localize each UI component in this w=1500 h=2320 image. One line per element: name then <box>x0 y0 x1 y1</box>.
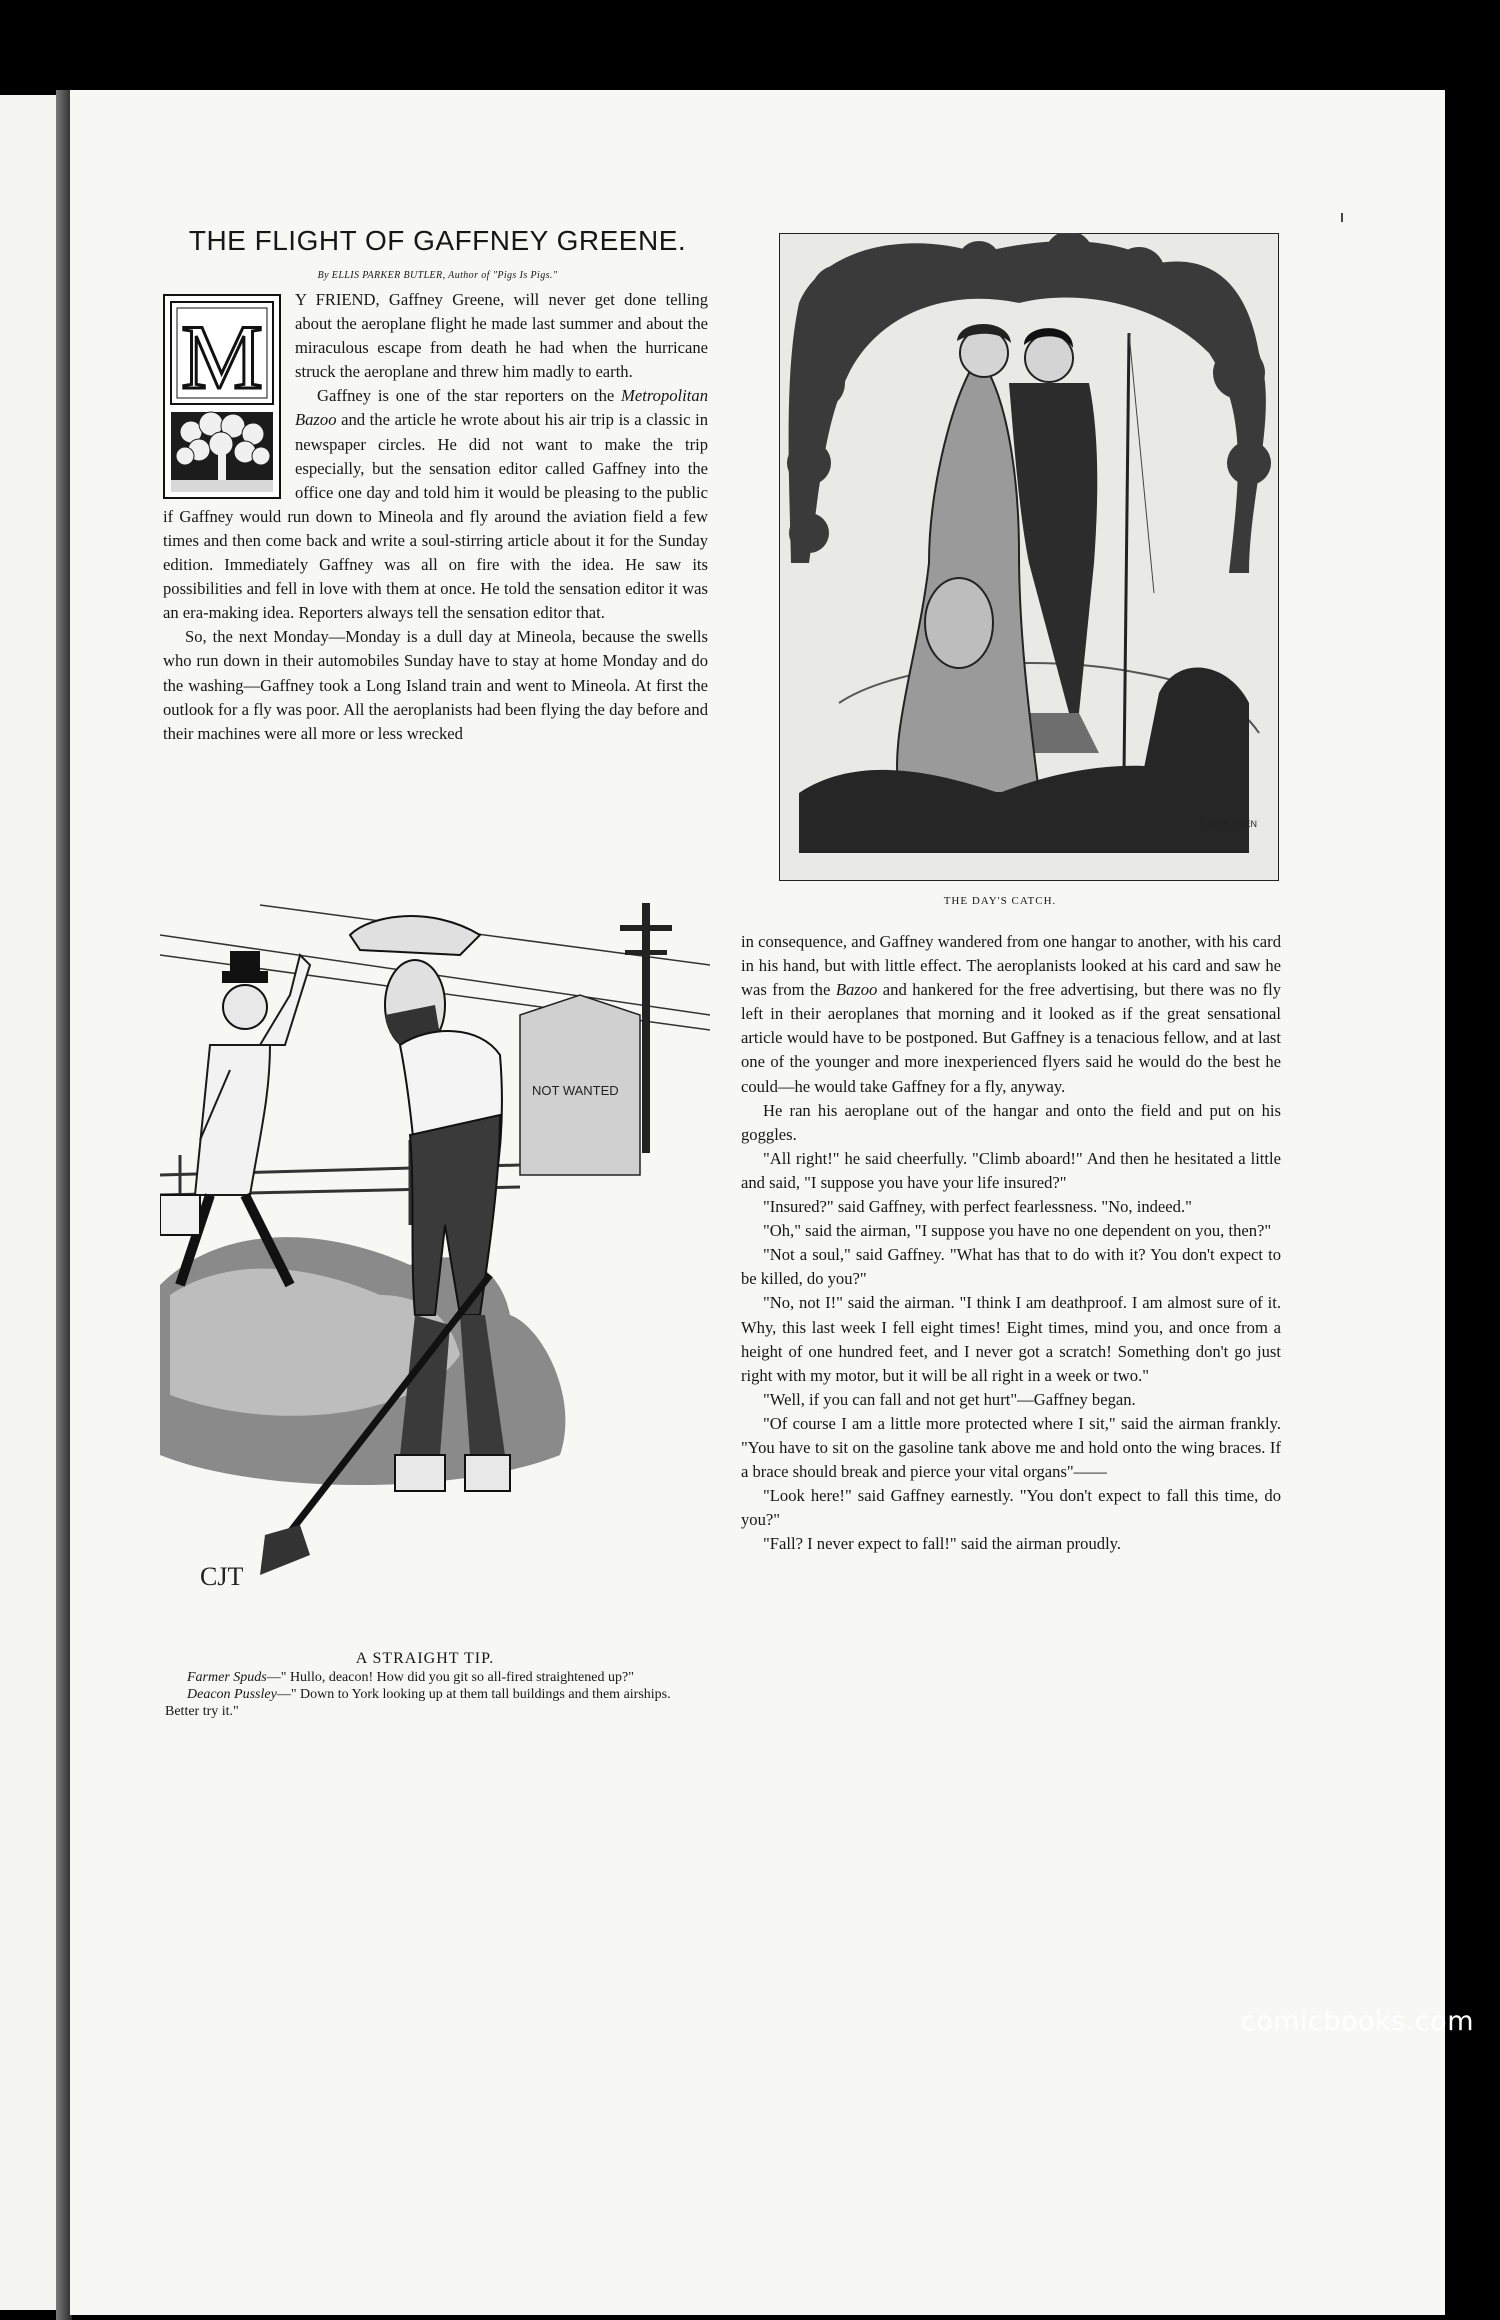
paragraph: "Oh," said the airman, "I suppose you have no one dependent on you, then?" <box>763 1221 1272 1241</box>
margin-mark <box>1341 213 1343 222</box>
illustration-straight-tip <box>160 895 710 1645</box>
artist-signature: H.APPERSEN <box>1199 819 1258 829</box>
article-left-column <box>163 288 708 746</box>
paragraph: Gaffney is one of the star reporters on the Metropolitan Bazoo and the article he wrote about his air trip is a classic in newspaper circles. He did not want to make the trip especially, but the sensation editor called Gaffney into the office one day and told him it would be pleasing to the public if Gaffney would run down to Mineola and fly around the aviation field a few times and then come back and write a soul-stirring article about it for the Sunday edition. Immediately Gaffney was all on fire with the idea. He saw its possibilities and fell in love with them at once. He told the sensation editor it was an era-making idea. Reporters always tell the sensation editor that. <box>163 386 708 623</box>
cartoon-caption <box>165 1650 685 1720</box>
paragraph: Y FRIEND, Gaffney Greene, will never get done telling about the aeroplane flight he made last summer and about the miraculous escape from death he had when the hurricane struck the aeroplane and threw him madly to earth. <box>295 290 708 382</box>
paragraph: "No, not I!" said the airman. "I think I am deathproof. I am almost sure of it. Why, this last week I fell eight times! Eight times, mind you, and once from a height of one hundred feet, and I never got a scratch! Something don't go just right with my motor, but it will be all right in a week or two." <box>741 1293 1281 1385</box>
cartoon-dialogue-line: Farmer Spuds—" Hullo, deacon! How did you git so all-fired straightened up?" <box>187 1670 634 1685</box>
paragraph: "Look here!" said Gaffney earnestly. "You don't expect to fall this time, do you?" <box>741 1486 1281 1530</box>
paragraph: So, the next Monday—Monday is a dull day at Mineola, because the swells who run down in their automobiles Sunday have to stay at home Monday and do the washing—Gaffney took a Long Island train and went to Mineola. At first the outlook for a fly was poor. All the aeroplanists had been flying the day before and their machines were all more or less wrecked <box>163 627 708 743</box>
cartoon-dialogue-line: Deacon Pussley—" Down to York looking up at them tall buildings and them airships. Better try it." <box>165 1687 671 1719</box>
paragraph: "Of course I am a little more protected where I sit," said the airman frankly. "You have to sit on the gasoline tank above me and hold onto the wing braces. If a brace should break and pierce your vital organs"—— <box>741 1413 1281 1482</box>
paragraph: "All right!" he said cheerfully. "Climb aboard!" And then he hesitated a little and said, "I suppose you have your life insured?" <box>741 1148 1281 1192</box>
artist-signature: CJT <box>200 1562 244 1591</box>
cartoon-title: A STRAIGHT TIP. <box>355 1650 495 1667</box>
paragraph: "Well, if you can fall and not get hurt"—Gaffney began. <box>763 1389 1136 1409</box>
drop-cap-letter: M <box>181 306 263 408</box>
paragraph: "Not a soul," said Gaffney. "What has that to do with it? You don't expect to be killed, do you?" <box>741 1245 1281 1289</box>
illustration-days-catch <box>779 233 1279 881</box>
article-title: THE FLIGHT OF GAFFNEY GREENE. <box>188 225 687 256</box>
watermark: comicbooks.com <box>1240 2006 1474 2037</box>
paragraph: "Fall? I never expect to fall!" said the airman proudly. <box>763 1534 1122 1554</box>
illustration-caption: THE DAY'S CATCH. <box>943 895 1057 907</box>
article-byline: By ELLIS PARKER BUTLER, Author of "Pigs Is Pigs." <box>317 270 558 281</box>
paragraph: "Insured?" said Gaffney, with perfect fearlessness. "No, indeed." <box>763 1197 1192 1217</box>
drop-cap-initial <box>163 294 281 499</box>
sign-text: NOT WANTED <box>532 1083 619 1098</box>
paragraph: He ran his aeroplane out of the hangar and onto the field and put on his goggles. <box>741 1100 1281 1144</box>
facing-page-edge <box>0 95 62 2310</box>
article-right-column <box>741 930 1281 1556</box>
paragraph: in consequence, and Gaffney wandered from one hangar to another, with his card in his hand, but with little effect. The aeroplanists looked at his card and saw he was from the Bazoo and hankered for the free advertising, but there was no fly left in their aeroplanes that morning and it looked as if the great sensational article would have to be postponed. But Gaffney is a tenacious fellow, and at last one of the younger and more inexperienced flyers said he would do the best he could—he would take Gaffney for a fly, anyway. <box>741 932 1282 1096</box>
